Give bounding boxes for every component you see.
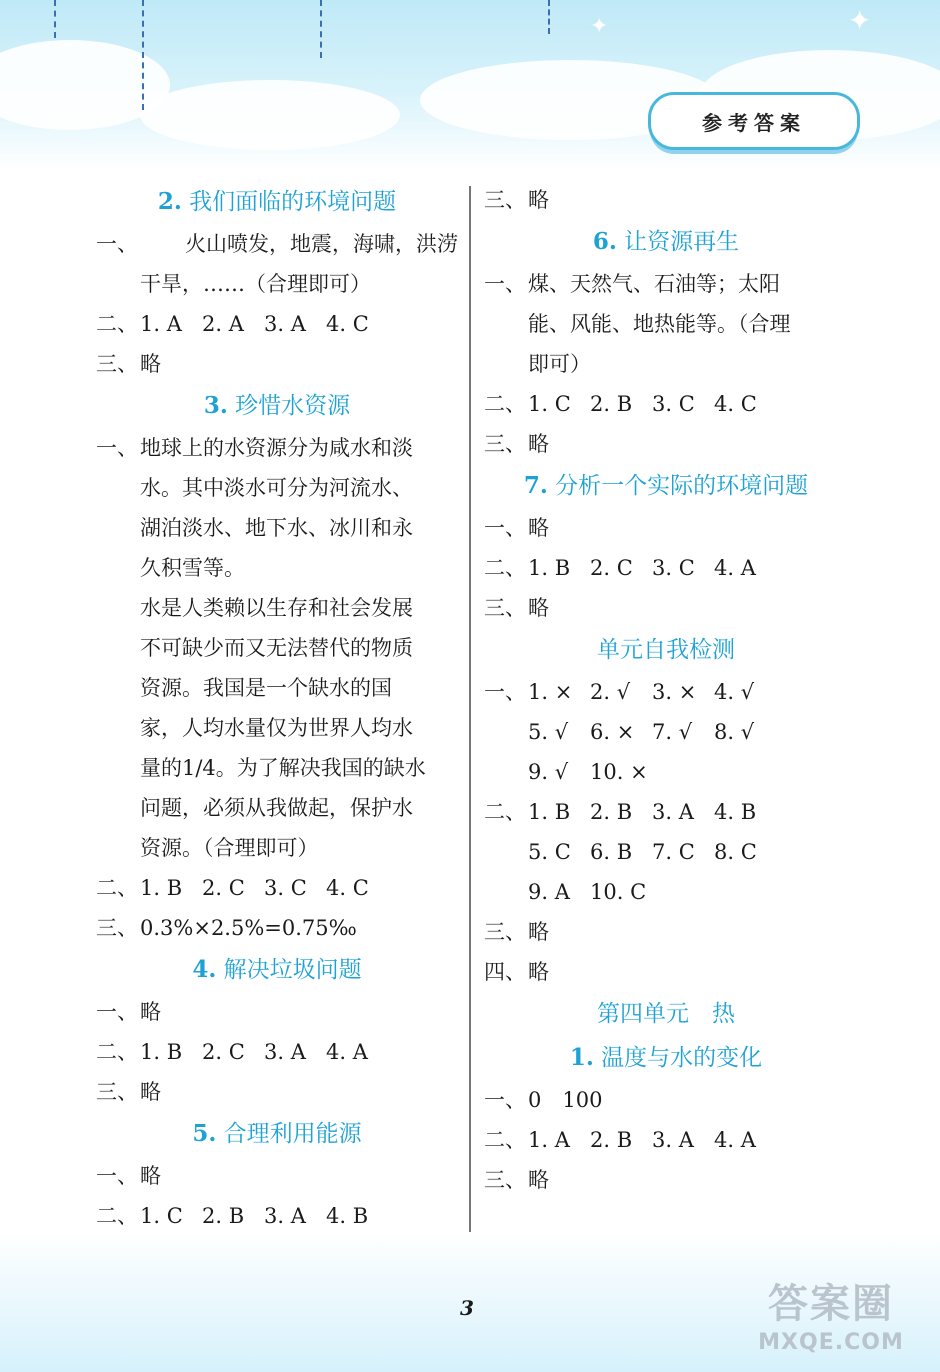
answer-line: 即可） <box>528 352 591 376</box>
watermark <box>736 1278 926 1364</box>
answer-line: 家，人均水量仅为世界人均水 <box>140 716 413 740</box>
answer-line: 三、略 <box>96 1080 161 1104</box>
answer-line: 三、略 <box>484 432 549 456</box>
answer-line: 一、0 100 <box>484 1088 603 1112</box>
right-column <box>484 180 848 1200</box>
section-title-unit-test: 单元自我检测 <box>597 637 735 663</box>
answer-line: 一、略 <box>484 516 549 540</box>
answer-line: 一、 火山喷发，地震，海啸，洪涝 <box>96 232 458 256</box>
answer-line: 问题，必须从我做起，保护水 <box>140 796 413 820</box>
column-divider <box>469 186 471 1236</box>
answer-line: 三、略 <box>96 352 161 376</box>
answer-options: 9. √ 10. × <box>528 760 648 784</box>
answer-line: 水。其中淡水可分为河流水、 <box>140 476 413 500</box>
answer-options: 二、1. C 2. B 3. A 4. B <box>96 1204 369 1228</box>
answer-line: 三、略 <box>484 920 549 944</box>
page-number: 3 <box>460 1296 474 1320</box>
watermark-site: MXQE.COM <box>758 1330 904 1355</box>
section-title-6: 6. 让资源再生 <box>592 228 740 255</box>
answer-options: 5. C 6. B 7. C 8. C <box>528 840 757 864</box>
answer-line: 湖泊淡水、地下水、冰川和永 <box>140 516 413 540</box>
watermark-logo: 答案圈 <box>768 1281 894 1327</box>
section-title-3: 3. 珍惜水资源 <box>203 392 351 419</box>
answer-options: 二、1. B 2. C 3. A 4. A <box>96 1040 368 1064</box>
answer-line: 一、地球上的水资源分为咸水和淡 <box>96 436 413 460</box>
answer-line: 一、煤、天然气、石油等；太阳 <box>484 272 780 296</box>
answer-line: 一、略 <box>96 1164 161 1188</box>
section-title-7: 7. 分析一个实际的环境问题 <box>523 472 809 499</box>
answer-options: 二、1. B 2. C 3. C 4. A <box>484 556 756 580</box>
answer-options: 二、1. A 2. B 3. A 4. A <box>484 1128 756 1152</box>
answer-line: 资源。（合理即可） <box>140 836 319 860</box>
unit-4-heading: 第四单元 热 <box>597 1001 735 1027</box>
answer-options: 9. A 10. C <box>528 880 647 904</box>
answer-options: 5. √ 6. × 7. √ 8. √ <box>528 720 755 744</box>
answer-line: 久积雪等。 <box>140 556 245 580</box>
header-sky-decoration: ✦ ✦ <box>0 0 940 170</box>
answer-options: 二、1. B 2. C 3. C 4. C <box>96 876 369 900</box>
answer-line: 不可缺少而又无法替代的物质 <box>140 636 413 660</box>
answer-line: 四、略 <box>484 960 549 984</box>
answer-options: 二、1. C 2. B 3. C 4. C <box>484 392 757 416</box>
section-title-1: 1. 温度与水的变化 <box>569 1044 763 1071</box>
answer-line: 水是人类赖以生存和社会发展 <box>140 596 413 620</box>
answer-options: 二、1. B 2. B 3. A 4. B <box>484 800 757 824</box>
answer-options: 一、1. × 2. √ 3. × 4. √ <box>484 680 755 704</box>
section-title-2: 2. 我们面临的环境问题 <box>157 188 397 215</box>
answer-line: 量的1/4。为了解决我国的缺水 <box>140 756 426 780</box>
answer-line: 能、风能、地热能等。（合理 <box>528 312 791 336</box>
answer-line: 干旱，……（合理即可） <box>140 272 371 296</box>
section-title-4: 4. 解决垃圾问题 <box>192 956 362 983</box>
answer-line: 三、略 <box>484 188 549 212</box>
answer-options: 二、1. A 2. A 3. A 4. C <box>96 312 369 336</box>
left-column <box>96 180 458 1236</box>
section-title-5: 5. 合理利用能源 <box>192 1120 362 1147</box>
answer-line: 三、略 <box>484 596 549 620</box>
answer-line: 三、略 <box>484 1168 549 1192</box>
answer-line: 资源。我国是一个缺水的国 <box>140 676 392 700</box>
answer-line: 三、0.3%×2.5%=0.75‰ <box>96 916 357 940</box>
answer-key-badge: 参考答案 <box>648 92 860 150</box>
answer-line: 一、略 <box>96 1000 161 1024</box>
